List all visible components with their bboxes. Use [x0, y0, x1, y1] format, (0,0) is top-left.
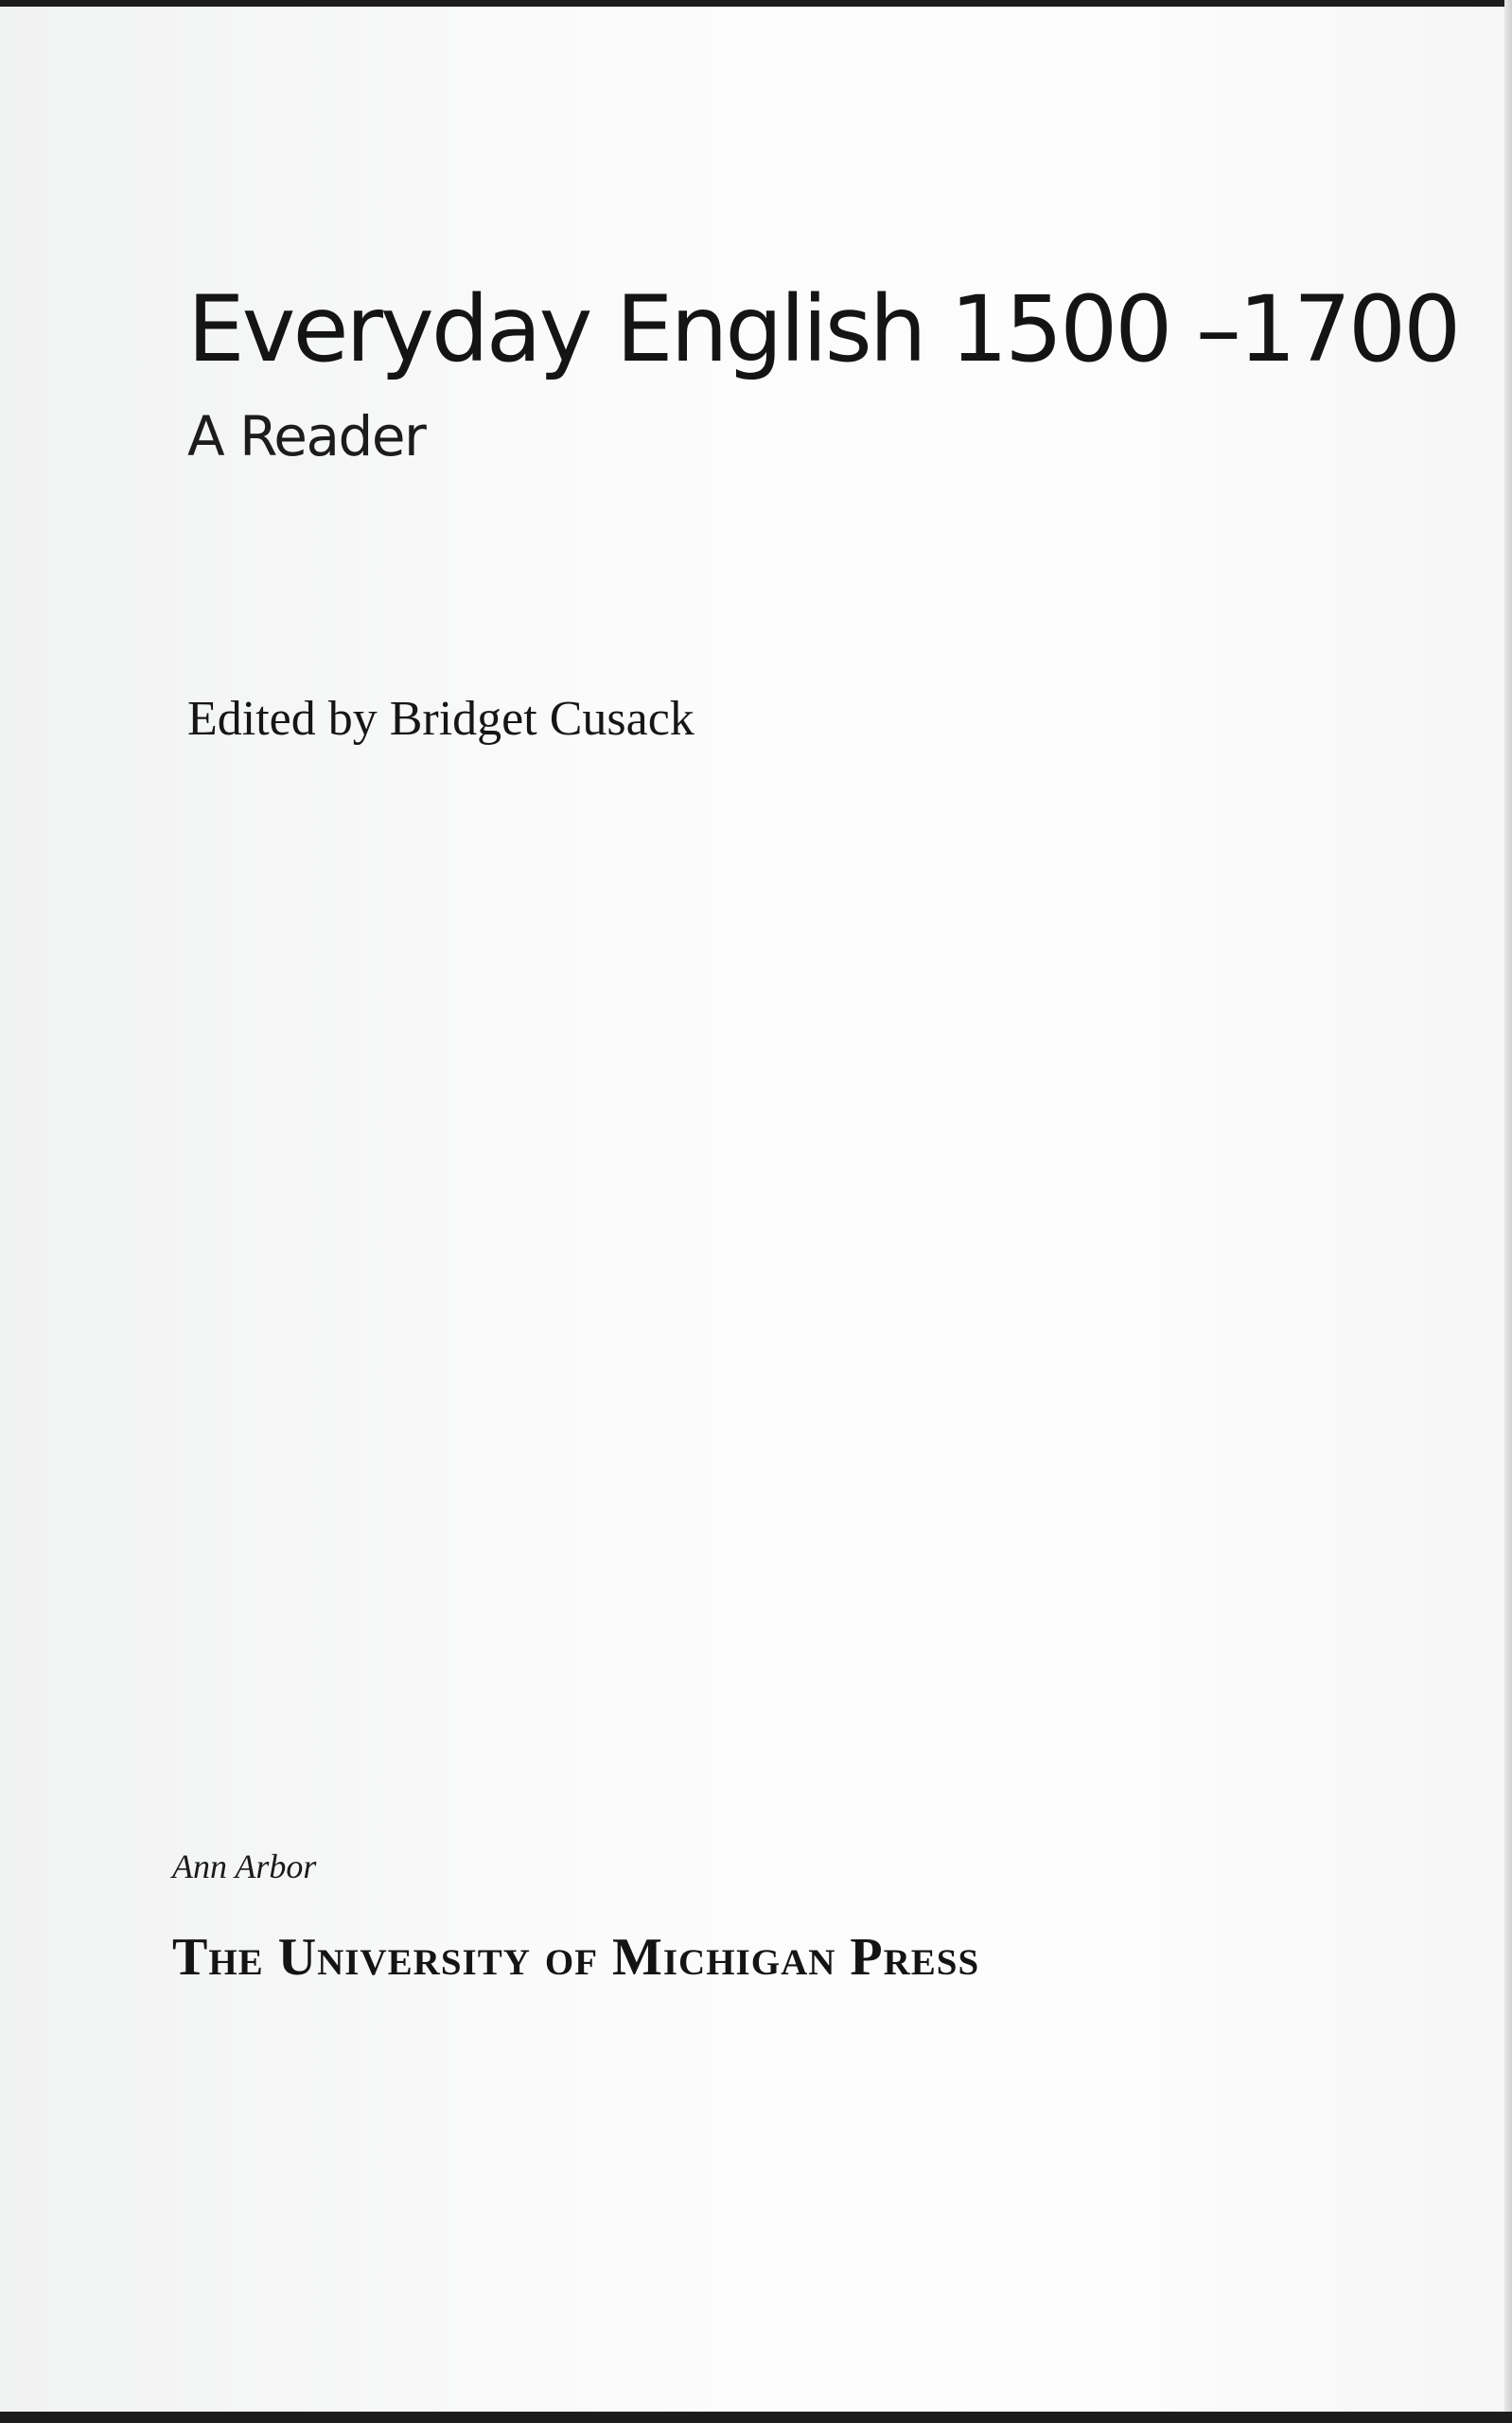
scan-edge-bottom	[0, 2412, 1512, 2423]
book-subtitle: A Reader	[187, 404, 426, 469]
scan-edge-top	[0, 0, 1512, 7]
scan-edge-right	[1504, 0, 1512, 2423]
publisher-name: The University of Michigan Press	[172, 1928, 980, 1987]
editor-credit: Edited by Bridget Cusack	[187, 692, 694, 746]
book-title: Everyday English 1500 –1700	[187, 276, 1459, 382]
publication-place: Ann Arbor	[172, 1848, 317, 1885]
